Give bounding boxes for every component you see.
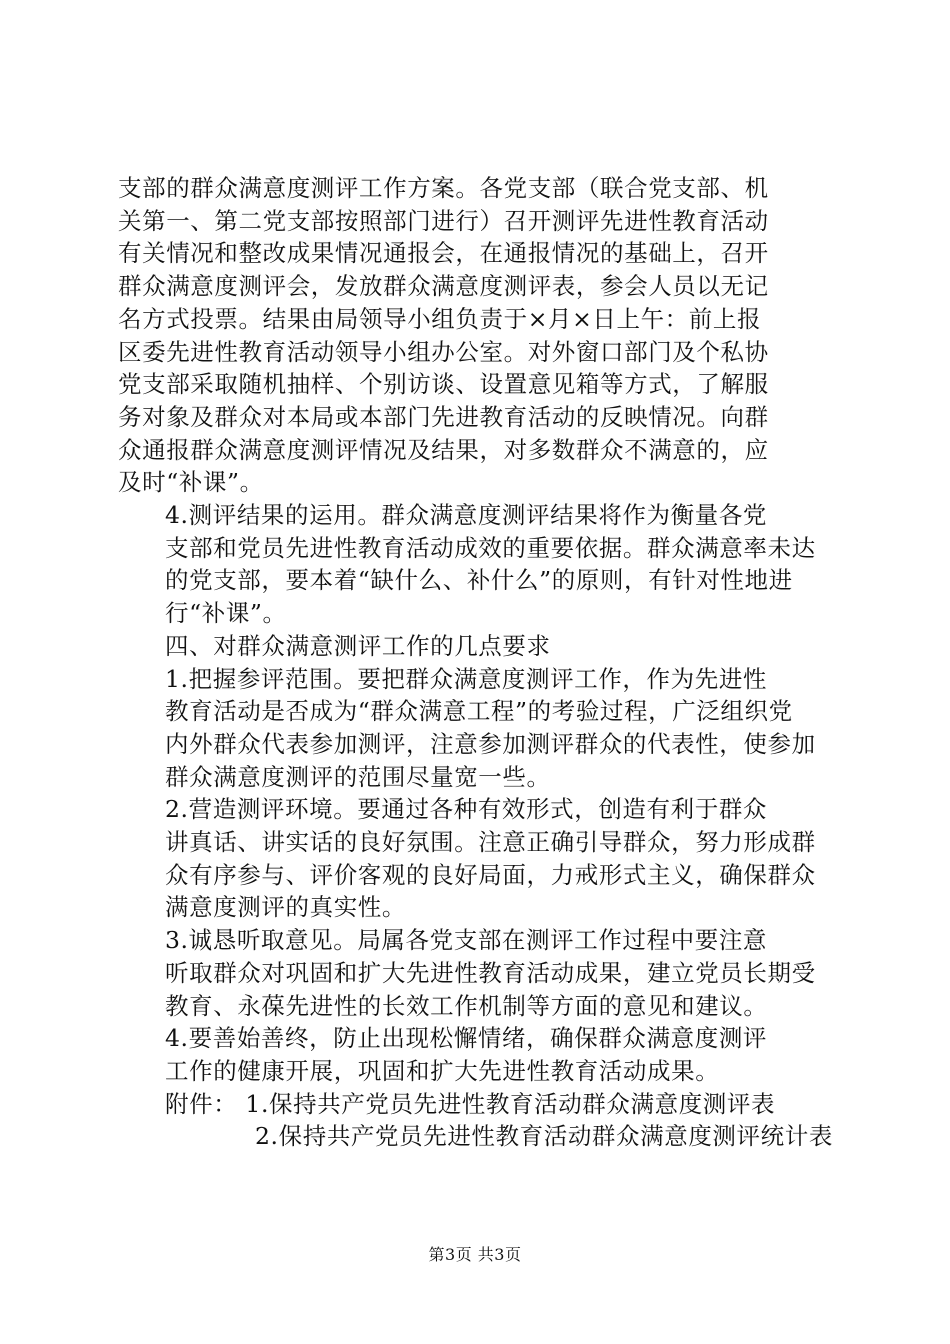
text-line: 关第一、第二党支部按照部门进行）召开测评先进性教育活动 (118, 206, 769, 235)
text-line: 有关情况和整改成果情况通报会，在通报情况的基础上，召开 (118, 239, 769, 268)
text-line: 1.把握参评范围。要把群众满意度测评工作，作为先进性 (165, 664, 768, 693)
document-body (118, 172, 834, 1153)
text-line: 4.测评结果的运用。群众满意度测评结果将作为衡量各党 (165, 501, 768, 530)
text-line: 群众满意度测评的范围尽量宽一些。 (165, 762, 551, 791)
text-line: 2.营造测评环境。要通过各种有效形式，创造有利于群众 (165, 795, 768, 824)
attachments (118, 1088, 834, 1153)
text-line: 教育、永葆先进性的长效工作机制等方面的意见和建议。 (165, 991, 768, 1020)
text-line: 4.要善始善终，防止出现松懈情绪，确保群众满意度测评 (165, 1024, 768, 1053)
text-line: 名方式投票。结果由局领导小组负责于×月×日上午：前上报 (118, 304, 762, 333)
page-number-footer: 第3页 共3页 (428, 1245, 522, 1264)
text-line: 及时“补课”。 (118, 468, 264, 497)
paragraph-scope (118, 663, 834, 794)
paragraph-opinions (118, 924, 834, 1022)
text-line: 的党支部，要本着“缺什么、补什么”的原则，有针对性地进 (165, 566, 793, 595)
attachment-item: 1.保持共产党员先进性教育活动群众满意度测评表 (245, 1089, 776, 1118)
text-line: 群众满意度测评会，发放群众满意度测评表，参会人员以无记 (118, 272, 769, 301)
text-line: 满意度测评的真实性。 (165, 893, 406, 922)
text-line: 讲真话、讲实话的良好氛围。注意正确引导群众，努力形成群 (165, 828, 816, 857)
text-line: 务对象及群众对本局或本部门先进教育活动的反映情况。向群 (118, 402, 769, 431)
text-line: 区委先进性教育活动领导小组办公室。对外窗口部门及个私协 (118, 337, 769, 366)
section-heading: 四、对群众满意测评工作的几点要求 (165, 631, 551, 660)
paragraph-follow-through (118, 1022, 834, 1087)
paragraph-results-usage (118, 499, 834, 630)
attachments-label: 附件： (165, 1089, 238, 1118)
paragraph-evaluation-procedure (118, 172, 834, 499)
text-line: 内外群众代表参加测评，注意参加测评群众的代表性，使参加 (165, 729, 816, 758)
text-line: 党支部采取随机抽样、个别访谈、设置意见箱等方式，了解服 (118, 370, 769, 399)
attachment-item: 2.保持共产党员先进性教育活动群众满意度测评统计表 (255, 1122, 833, 1151)
section-heading-requirements (118, 630, 834, 663)
text-line: 支部和党员先进性教育活动成效的重要依据。群众满意率未达 (165, 533, 816, 562)
paragraph-environment (118, 793, 834, 924)
text-line: 支部的群众满意度测评工作方案。各党支部（联合党支部、机 (118, 174, 769, 202)
text-line: 教育活动是否成为“群众满意工程”的考验过程，广泛组织党 (165, 697, 793, 726)
text-line: 众通报群众满意度测评情况及结果，对多数群众不满意的，应 (118, 435, 769, 464)
text-line: 行“补课”。 (165, 599, 287, 628)
attachment-line (118, 1088, 834, 1121)
text-line: 众有序参与、评价客观的良好局面，力戒形式主义，确保群众 (165, 860, 816, 889)
text-line: 听取群众对巩固和扩大先进性教育活动成果，建立党员长期受 (165, 958, 816, 987)
text-line: 3.诚恳听取意见。局属各党支部在测评工作过程中要注意 (165, 926, 768, 955)
text-line: 工作的健康开展，巩固和扩大先进性教育活动成果。 (165, 1056, 720, 1085)
